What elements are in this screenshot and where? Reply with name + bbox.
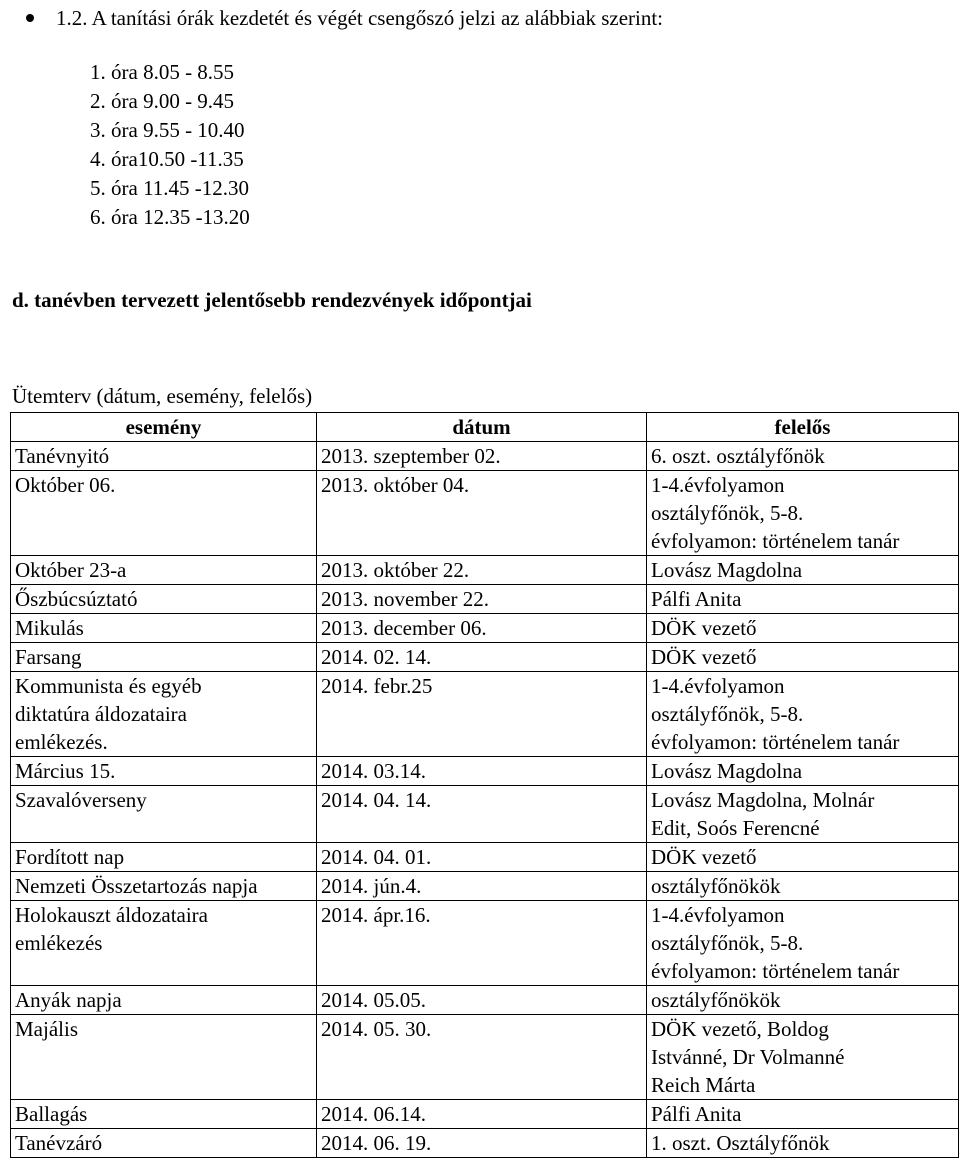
date-cell-line: 2014. 02. 14.: [321, 645, 432, 669]
responsible-cell: [647, 471, 959, 556]
responsible-cell: [647, 556, 959, 585]
date-cell: [317, 672, 647, 757]
event-cell: [11, 1100, 317, 1129]
event-cell-line: diktatúra áldozataira: [15, 702, 187, 726]
date-cell-line: 2014. 05.05.: [321, 988, 426, 1012]
event-cell: [11, 643, 317, 672]
event-cell: [11, 901, 317, 986]
responsible-cell-line: 1-4.évfolyamon: [651, 674, 785, 698]
event-cell: [11, 986, 317, 1015]
responsible-cell-line: évfolyamon: történelem tanár: [651, 529, 900, 553]
event-cell: [11, 556, 317, 585]
event-cell: [11, 585, 317, 614]
event-cell: [11, 1015, 317, 1100]
responsible-cell: [647, 442, 959, 471]
responsible-cell: [647, 757, 959, 786]
bullet-dot-icon: [26, 14, 34, 22]
table-row: [11, 757, 959, 786]
intro-text: 1.2. A tanítási órák kezdetét és végét csengőszó jelzi az alábbiak szerint:: [56, 6, 664, 30]
responsible-cell: [647, 585, 959, 614]
responsible-cell-line: 6. oszt. osztályfőnök: [651, 444, 825, 468]
table-row: [11, 442, 959, 471]
date-cell: [317, 643, 647, 672]
event-cell: [11, 843, 317, 872]
responsible-cell: [647, 901, 959, 986]
event-cell-line: Október 06.: [15, 473, 116, 497]
lesson-time: 1. óra 8.05 - 8.55: [90, 60, 235, 84]
event-cell-line: Tanévnyitó: [15, 444, 110, 468]
lesson-time: 3. óra 9.55 - 10.40: [90, 118, 245, 142]
event-cell-line: Anyák napja: [15, 988, 122, 1012]
responsible-cell: [647, 643, 959, 672]
lesson-time: 5. óra 11.45 -12.30: [90, 176, 250, 200]
header-event: esemény: [11, 413, 317, 442]
event-cell: [11, 757, 317, 786]
table-row: [11, 672, 959, 757]
header-responsible: felelős: [647, 413, 959, 442]
responsible-cell: [647, 1015, 959, 1100]
responsible-cell-line: osztályfőnök, 5-8.: [651, 931, 804, 955]
date-cell: [317, 1100, 647, 1129]
date-cell-line: 2014. 04. 01.: [321, 845, 432, 869]
responsible-cell-line: DÖK vezető: [651, 845, 757, 869]
lesson-time: 4. óra10.50 -11.35: [90, 147, 244, 171]
date-cell-line: 2014. 06.14.: [321, 1102, 426, 1126]
date-cell-line: 2014. 06. 19.: [321, 1131, 432, 1155]
event-cell-line: Fordított nap: [15, 845, 125, 869]
date-cell-line: 2014. jún.4.: [321, 874, 422, 898]
event-cell-line: Tanévzáró: [15, 1131, 103, 1155]
responsible-cell-line: Lovász Magdolna: [651, 558, 803, 582]
date-cell-line: 2013. december 06.: [321, 616, 487, 640]
event-cell: [11, 442, 317, 471]
date-cell: [317, 872, 647, 901]
responsible-cell-line: évfolyamon: történelem tanár: [651, 959, 900, 983]
responsible-cell-line: 1-4.évfolyamon: [651, 903, 785, 927]
date-cell-line: 2013. november 22.: [321, 587, 489, 611]
event-cell: [11, 1129, 317, 1158]
event-cell-line: Ballagás: [15, 1102, 88, 1126]
responsible-cell-line: Lovász Magdolna, Molnár: [651, 788, 875, 812]
date-cell-line: 2014. 03.14.: [321, 759, 426, 783]
responsible-cell-line: osztályfőnökök: [651, 874, 781, 898]
responsible-cell-line: osztályfőnök, 5-8.: [651, 501, 804, 525]
responsible-cell-line: osztályfőnökök: [651, 988, 781, 1012]
date-cell: [317, 585, 647, 614]
lesson-times-list: [90, 58, 250, 232]
event-cell-line: Március 15.: [15, 759, 116, 783]
date-cell-line: 2014. 05. 30.: [321, 1017, 432, 1041]
responsible-cell: [647, 672, 959, 757]
responsible-cell: [647, 872, 959, 901]
date-cell-line: 2013. október 22.: [321, 558, 470, 582]
responsible-cell-line: DÖK vezető: [651, 645, 757, 669]
table-row: [11, 614, 959, 643]
intro-bullet: [56, 4, 663, 32]
responsible-cell-line: Edit, Soós Ferencné: [651, 816, 820, 840]
table-row: [11, 471, 959, 556]
event-cell-line: emlékezés: [15, 931, 103, 955]
date-cell-line: 2013. október 04.: [321, 473, 470, 497]
table-row: [11, 872, 959, 901]
responsible-cell: [647, 1100, 959, 1129]
event-cell: [11, 672, 317, 757]
table-row: [11, 843, 959, 872]
event-cell-line: emlékezés.: [15, 730, 108, 754]
header-date: dátum: [317, 413, 647, 442]
table-row: [11, 786, 959, 843]
event-cell-line: Holokauszt áldozataira: [15, 903, 208, 927]
date-cell-line: 2014. 04. 14.: [321, 788, 432, 812]
date-cell-line: 2014. febr.25: [321, 674, 433, 698]
date-cell: [317, 471, 647, 556]
date-cell: [317, 843, 647, 872]
responsible-cell-line: Istvánné, Dr Volmanné: [651, 1045, 845, 1069]
table-row: [11, 1015, 959, 1100]
event-cell: [11, 872, 317, 901]
responsible-cell-line: évfolyamon: történelem tanár: [651, 730, 900, 754]
date-cell-line: 2014. ápr.16.: [321, 903, 431, 927]
event-cell: [11, 471, 317, 556]
table-row: [11, 643, 959, 672]
event-cell-line: Kommunista és egyéb: [15, 674, 202, 698]
event-cell: [11, 614, 317, 643]
date-cell: [317, 757, 647, 786]
date-cell: [317, 614, 647, 643]
schedule-title: Ütemterv (dátum, esemény, felelős): [12, 384, 313, 408]
responsible-cell-line: Lovász Magdolna: [651, 759, 803, 783]
event-cell-line: Október 23-a: [15, 558, 127, 582]
table-row: [11, 1100, 959, 1129]
responsible-cell-line: 1. oszt. Osztályfőnök: [651, 1131, 830, 1155]
date-cell: [317, 556, 647, 585]
date-cell: [317, 901, 647, 986]
date-cell: [317, 1015, 647, 1100]
table-row: [11, 901, 959, 986]
date-cell: [317, 986, 647, 1015]
responsible-cell: [647, 786, 959, 843]
table-row: [11, 556, 959, 585]
responsible-cell-line: Pálfi Anita: [651, 1102, 742, 1126]
event-cell-line: Őszbúcsúztató: [15, 587, 138, 611]
responsible-cell-line: DÖK vezető, Boldog: [651, 1017, 829, 1041]
responsible-cell-line: Pálfi Anita: [651, 587, 742, 611]
lesson-time: 6. óra 12.35 -13.20: [90, 205, 250, 229]
responsible-cell-line: DÖK vezető: [651, 616, 757, 640]
table-row: [11, 986, 959, 1015]
event-cell: [11, 786, 317, 843]
responsible-cell: [647, 843, 959, 872]
responsible-cell-line: osztályfőnök, 5-8.: [651, 702, 804, 726]
responsible-cell-line: 1-4.évfolyamon: [651, 473, 785, 497]
table-row: [11, 585, 959, 614]
table-row: [11, 1129, 959, 1158]
date-cell-line: 2013. szeptember 02.: [321, 444, 501, 468]
table-header-row: [11, 413, 959, 442]
responsible-cell: [647, 614, 959, 643]
event-cell-line: Majális: [15, 1017, 78, 1041]
event-cell-line: Szavalóverseny: [15, 788, 147, 812]
date-cell: [317, 786, 647, 843]
section-title: d. tanévben tervezett jelentősebb rendezvények időpontjai: [12, 288, 532, 312]
event-cell-line: Mikulás: [15, 616, 84, 640]
date-cell: [317, 1129, 647, 1158]
responsible-cell: [647, 1129, 959, 1158]
events-table: [10, 412, 959, 1158]
lesson-time: 2. óra 9.00 - 9.45: [90, 89, 235, 113]
date-cell: [317, 442, 647, 471]
event-cell-line: Nemzeti Összetartozás napja: [15, 874, 258, 898]
responsible-cell: [647, 986, 959, 1015]
events-table-body: [11, 442, 959, 1158]
event-cell-line: Farsang: [15, 645, 82, 669]
responsible-cell-line: Reich Márta: [651, 1073, 756, 1097]
